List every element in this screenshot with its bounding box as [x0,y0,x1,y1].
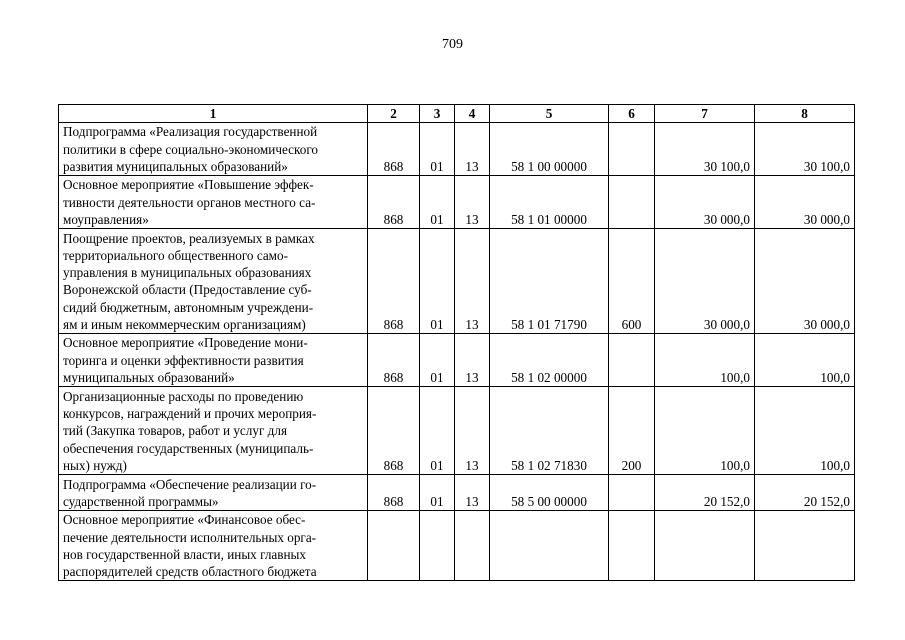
cell-section [420,511,455,581]
table-body [59,123,855,581]
cell-admin-code [368,511,420,581]
cell-expense-type [609,511,655,581]
cell-subsection: 13 [455,387,490,475]
row-name-line: Воронежской области (Предоставление суб- [63,282,312,298]
cell-expense-type [609,123,655,176]
cell-target-code: 58 1 02 71830 [490,387,609,475]
cell-section: 01 [420,387,455,475]
row-name-line: управления в муниципальных образованиях [63,265,312,281]
table-row [59,123,855,176]
row-name-line: моуправления» [63,212,149,227]
row-name-line: конкурсов, награждений и прочих мероприя- [63,406,317,422]
row-name [59,475,368,511]
row-name-line: Организационные расходы по проведению [63,388,304,404]
cell-amount-7: 20 152,0 [655,475,755,511]
row-name-line: муниципальных образований» [63,370,235,385]
cell-expense-type: 200 [609,387,655,475]
table-row [59,387,855,475]
table-row [59,475,855,511]
row-name-line: ных) нужд) [63,458,127,473]
row-name-line: политики в сфере социально-экономического [63,141,319,157]
cell-admin-code: 868 [368,123,420,176]
cell-amount-8: 20 152,0 [755,475,855,511]
cell-expense-type [609,176,655,229]
cell-expense-type: 600 [609,229,655,334]
row-name-line: Основное мероприятие «Повышение эффек- [63,177,314,193]
header-col-2: 2 [368,105,420,123]
row-name-line: Основное мероприятие «Финансовое обес- [63,512,306,528]
cell-target-code: 58 1 00 00000 [490,123,609,176]
row-name [59,229,368,334]
row-name [59,334,368,387]
row-name-line: распорядителей средств областного бюджета [63,564,317,580]
cell-section: 01 [420,475,455,511]
header-col-3: 3 [420,105,455,123]
table-row [59,334,855,387]
cell-subsection: 13 [455,334,490,387]
row-name-line: печение деятельности исполнительных орга- [63,529,317,545]
row-name-line: тий (Закупка товаров, работ и услуг для [63,423,288,439]
table-row [59,511,855,581]
header-col-8: 8 [755,105,855,123]
header-col-6: 6 [609,105,655,123]
header-col-4: 4 [455,105,490,123]
row-name-line: ям и иным некоммерческим организациям) [63,317,306,332]
page-number: 709 [442,37,463,52]
row-name-line: обеспечения государственных (муниципаль- [63,440,314,456]
cell-subsection: 13 [455,475,490,511]
cell-amount-7: 30 100,0 [655,123,755,176]
cell-amount-8: 100,0 [755,334,855,387]
cell-amount-8: 100,0 [755,387,855,475]
cell-amount-7 [655,511,755,581]
cell-admin-code: 868 [368,387,420,475]
cell-subsection: 13 [455,176,490,229]
row-name-line: нов государственной власти, иных главных [63,546,306,562]
cell-expense-type [609,334,655,387]
cell-amount-7: 100,0 [655,387,755,475]
row-name [59,176,368,229]
row-name-line: Поощрение проектов, реализуемых в рамках [63,230,315,246]
row-name-line: Основное мероприятие «Проведение мони- [63,335,308,351]
cell-amount-8: 30 100,0 [755,123,855,176]
cell-admin-code: 868 [368,334,420,387]
cell-section: 01 [420,334,455,387]
header-col-7: 7 [655,105,755,123]
cell-admin-code: 868 [368,475,420,511]
row-name-line: Подпрограмма «Реализация государственной [63,124,318,140]
cell-amount-8: 30 000,0 [755,229,855,334]
cell-target-code: 58 1 01 71790 [490,229,609,334]
cell-amount-7: 30 000,0 [655,229,755,334]
header-col-5: 5 [490,105,609,123]
cell-expense-type [609,475,655,511]
budget-table [58,104,855,581]
cell-admin-code: 868 [368,176,420,229]
cell-subsection: 13 [455,229,490,334]
cell-subsection [455,511,490,581]
header-row [59,105,855,123]
row-name [59,511,368,581]
header-col-1: 1 [59,105,368,123]
cell-section: 01 [420,229,455,334]
row-name-line: сударственной программы» [63,494,219,509]
cell-target-code [490,511,609,581]
cell-amount-7: 30 000,0 [655,176,755,229]
cell-amount-8 [755,511,855,581]
cell-target-code: 58 1 01 00000 [490,176,609,229]
row-name-line: Подпрограмма «Обеспечение реализации го- [63,476,317,492]
row-name [59,123,368,176]
row-name-line: территориального общественного само- [63,247,289,263]
table-row [59,176,855,229]
cell-admin-code: 868 [368,229,420,334]
row-name-line: развития муниципальных образований» [63,159,288,174]
cell-section: 01 [420,123,455,176]
cell-target-code: 58 1 02 00000 [490,334,609,387]
row-name-line: торинга и оценки эффективности развития [63,352,304,368]
row-name-line: сидий бюджетным, автономным учреждени- [63,299,314,315]
cell-amount-8: 30 000,0 [755,176,855,229]
cell-amount-7: 100,0 [655,334,755,387]
row-name-line: тивности деятельности органов местного са- [63,194,316,210]
cell-section: 01 [420,176,455,229]
cell-target-code: 58 5 00 00000 [490,475,609,511]
table-row [59,229,855,334]
row-name [59,387,368,475]
cell-subsection: 13 [455,123,490,176]
